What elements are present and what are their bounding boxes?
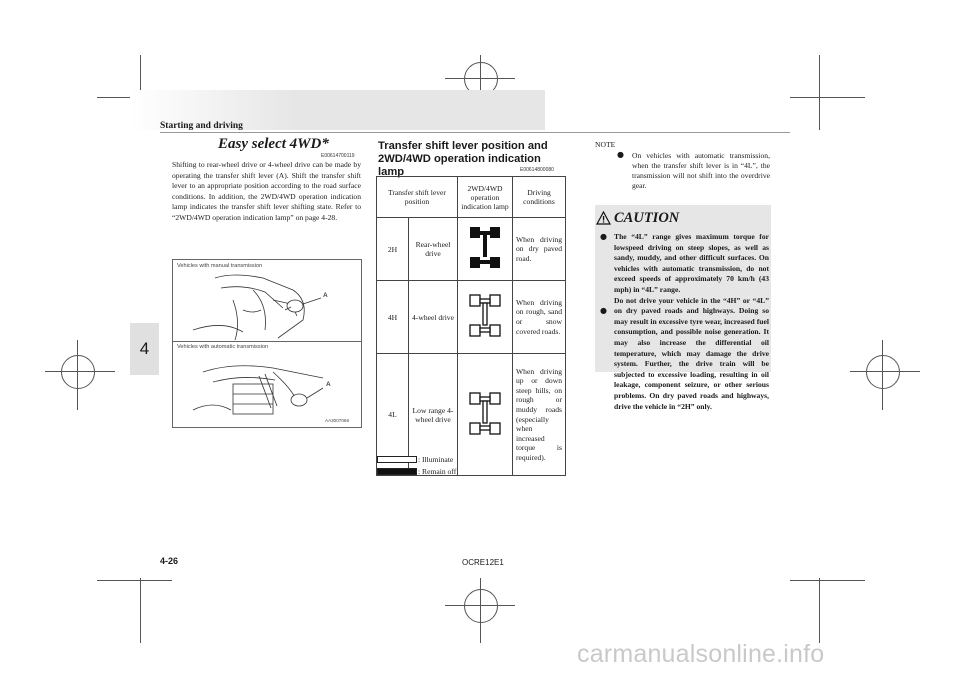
table-row (377, 218, 566, 281)
lamp-4h-icon (462, 290, 508, 342)
header-lever-position: Transfer shift lever position (377, 177, 458, 218)
cell-drive: Rear-wheel drive (409, 218, 458, 281)
note-label: NOTE (595, 140, 616, 149)
warning-triangle-icon (596, 211, 611, 225)
caption-manual: Vehicles with manual transmission (177, 263, 263, 269)
legend-off-swatch (377, 468, 417, 475)
cell-position: 2H (377, 218, 409, 281)
section-title: Easy select 4WD* (218, 136, 329, 152)
table-section-title: Transfer shift lever position and 2WD/4WD operation indication lamp (378, 140, 548, 178)
legend-illuminate-swatch (377, 456, 417, 463)
figure-code: AA3007066 (325, 418, 350, 423)
indication-table (376, 176, 566, 476)
page-number: 4-26 (160, 556, 179, 566)
cell-condition: When driving on rough, sand or snow covered roads. (513, 281, 566, 354)
cell-position: 4H (377, 281, 409, 354)
chapter-tab: 4 (130, 323, 159, 375)
bullet-icon: ● (600, 232, 607, 241)
caution-title: CAUTION (614, 210, 680, 226)
bullet-icon: ● (617, 150, 624, 159)
cell-lamp (458, 281, 513, 354)
label-a-manual: A (323, 292, 328, 299)
shift-lever-figure (172, 259, 362, 428)
caution-item: The “4L” range gives maximum torque for lowspeed driving on steep slopes, as well as sandy, muddy, and other difficult surfaces. On vehicles with automatic transmission, do not exceed speeds of approximately 70 km/h (43 mph) in “4L” range. (614, 232, 769, 294)
caution-text (614, 232, 769, 412)
label-a-automatic: A (326, 381, 331, 388)
section-header: Starting and driving (160, 121, 243, 131)
cell-lamp (458, 218, 513, 281)
header-lamp: 2WD/4WD operation indication lamp (458, 177, 513, 218)
cell-drive: Low range 4-wheel drive (409, 354, 458, 476)
intro-paragraph: Shifting to rear-wheel drive or 4-wheel drive can be made by operating the transfer shift lever (A). Shift the transfer shift lever to an appropriate position according to the road surface conditions. In addition, the 2WD/4WD operation indication lamp indicates the transfer shift lever shifting state. Refer to “2WD/4WD operation indication lamp” on page 4-28. (172, 160, 361, 222)
lamp-4l-icon (462, 388, 508, 440)
watermark: carmanualsonline.info (577, 640, 825, 668)
caption-automatic: Vehicles with automatic transmission (177, 344, 269, 350)
table-section-code: E00614800080 (520, 167, 554, 173)
caution-item: Do not drive your vehicle in the “4H” or “4L” on dry paved roads and highways. Doing so may result in excessive tyre wear, increased fuel consumption, and possible noise generation. It may also increase the differential oil temperature, which may damage the drive system. Further, the drive train will be subjected to excessive loading, resulting in oil leakage, component seizure, or other serious problems. On dry paved roads and highways, drive the vehicle in “2H” only. (614, 295, 769, 411)
legend-remain-off: : Remain off (418, 467, 457, 476)
table-header-row (377, 177, 566, 218)
cell-drive: 4-wheel drive (409, 281, 458, 354)
section-code: E00614700119 (321, 153, 355, 159)
bullet-icon: ● (600, 306, 607, 315)
cell-condition: When driving on dry paved road. (513, 218, 566, 281)
shift-lever-drawing (173, 260, 361, 427)
legend-illuminate: : Illuminate (418, 455, 454, 464)
header-conditions: Driving conditions (513, 177, 566, 218)
cell-lamp (458, 354, 513, 476)
document-code: OCRE12E1 (462, 558, 504, 567)
cell-condition: When driving up or down steep hills, on rough or muddy roads (especially when increased torque is required). (513, 354, 566, 476)
cell-position: 4L (377, 354, 409, 476)
note-text: On vehicles with automatic transmission, when the transfer shift lever is in “4L”, the transmission will not shift into the overdrive gear. (632, 151, 770, 190)
header-rule (160, 132, 790, 133)
lamp-2wd-icon (462, 222, 508, 274)
table-row (377, 281, 566, 354)
